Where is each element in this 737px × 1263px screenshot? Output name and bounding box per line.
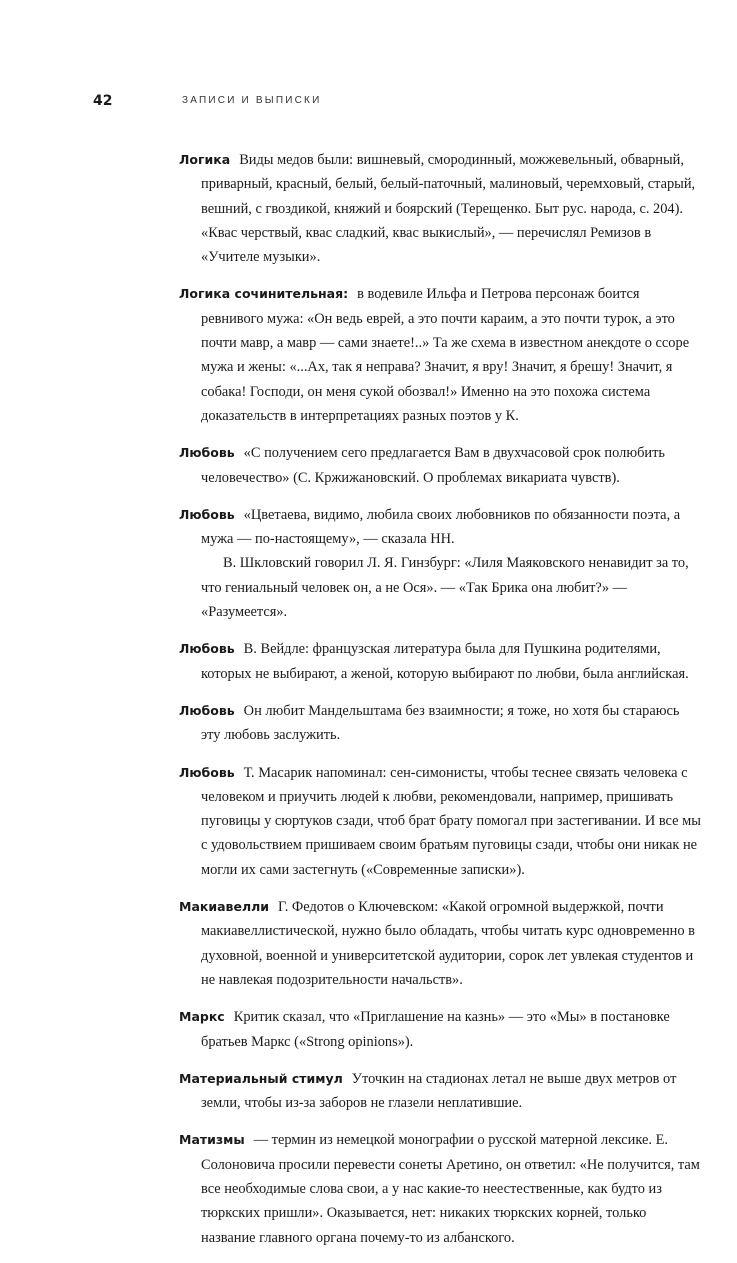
entry-text: Уточкин на стадионах летал не выше двух метров от земли, чтобы из-за заборов не глазели неплатившие.: [201, 1070, 677, 1112]
entry-marks: [179, 1005, 702, 1054]
entry-head: Маркс: [179, 1009, 225, 1025]
entry-logika-sochinitelnaya: [179, 282, 702, 428]
entry-head: Логика сочинительная:: [179, 286, 349, 302]
entry-text: «Цветаева, видимо, любила своих любовников по обязанности поэта, а мужа — по-настоящему», — сказала НН.: [201, 506, 681, 548]
entry-matizmy: [179, 1128, 702, 1249]
entry-head: Макиавелли: [179, 899, 270, 915]
entry-head: Любовь: [179, 506, 235, 522]
entry-head: Матизмы: [179, 1132, 245, 1148]
entry-text: в водевиле Ильфа и Петрова персонаж боится ревнивого мужа: «Он ведь еврей, а это почти караим, а это почти турок, а это почти мавр, а мавр — сами знаете!..» Та же схема в известном анекдоте о ссоре мужа и жены: «...Ах, так я неправа? Значит, я вру! Значит, я брешу! Значит, я собака! Господи, он меня сукой обозвал!» Именно на это похожа система доказательств в интерпретациях разных поэтов у К.: [201, 286, 690, 424]
entry-text-continuation: В. Шкловский говорил Л. Я. Гинзбург: «Лиля Маяковского ненавидит за то, что гениальный человек он, а не Ося». — «Так Брика она любит?» — «Разумеется».: [201, 555, 689, 621]
entry-text: Г. Федотов о Ключевском: «Какой огромной выдержкой, почти макиавеллистической, нужно было обладать, чтобы читать курс одновременно в духовной, военной и университетской аудитории, сорок лет увлекая студентов и не навлекая подозрительности начальств».: [201, 899, 695, 988]
entry-head: Материальный стимул: [179, 1070, 343, 1086]
entry-text: Т. Масарик напоминал: сен-симонисты, чтобы теснее связать человека с человеком и приучить людей к любви, рекомендовали, например, пришивать пуговицы у сюртуков сзади, чтоб брат брату помогал при застегивании. И все мы с удовольствием пришиваем своим братьям пуговицы сзади, чтобы они никак не могли их сами застегнуть («Современные записки»).: [201, 764, 701, 878]
entry-lyubov-2: [179, 503, 702, 624]
entry-lyubov-3: [179, 637, 702, 686]
entry-text: «С получением сего предлагается Вам в двухчасовой срок полюбить человечество» (С. Кржижановский. О проблемах викариата чувств).: [201, 445, 665, 486]
entry-text: Виды медов были: вишневый, смородинный, можжевельный, обварный, приварный, красный, белый, белый-паточный, малиновый, черемховый, старый, вешний, с гвоздикой, княжий и боярский (Терещенко. Быт рус. народа, с. 204). «Квас черствый, квас сладкий, квас выкислый», — перечислял Ремизов в «Учителе музыки».: [201, 152, 696, 266]
entry-text: — термин из немецкой монографии о русской матерной лексике. Е. Солоновича просили перевести сонеты Аретино, он ответил: «Не получится, там все необходимые слова свои, а у нас какие-то неестественные, как будто из тюркских пришли». Оказывается, нет: никаких тюркских корней, только название главного органа почему-то из албанского.: [201, 1132, 700, 1246]
entry-text: Он любит Мандельштама без взаимности; я тоже, но хотя бы стараюсь эту любовь заслужить.: [201, 702, 680, 744]
entry-text: Критик сказал, что «Приглашение на казнь» — это «Мы» в постановке братьев Маркс («Strong opinions»).: [201, 1009, 670, 1050]
entry-head: Любовь: [179, 445, 235, 461]
entry-head: Любовь: [179, 702, 235, 718]
entry-text: В. Вейдле: французская литература была для Пушкина родителями, которых не выбирают, а женой, которую выбирают по любви, была английская.: [201, 641, 689, 682]
entries-list: [179, 148, 702, 1263]
page-number: 42: [93, 93, 113, 109]
entry-materialny-stimul: [179, 1067, 702, 1116]
entry-head: Логика: [179, 152, 231, 167]
entry-head: Любовь: [179, 641, 235, 657]
entry-head: Любовь: [179, 764, 235, 780]
page-header: [0, 91, 737, 111]
entry-lyubov-1: [179, 441, 702, 490]
entry-logika: [179, 148, 702, 269]
entry-lyubov-5: [179, 761, 702, 882]
entry-makiavelli: [179, 895, 702, 992]
entry-lyubov-4: [179, 699, 702, 748]
running-head: ЗАПИСИ И ВЫПИСКИ: [182, 95, 322, 106]
